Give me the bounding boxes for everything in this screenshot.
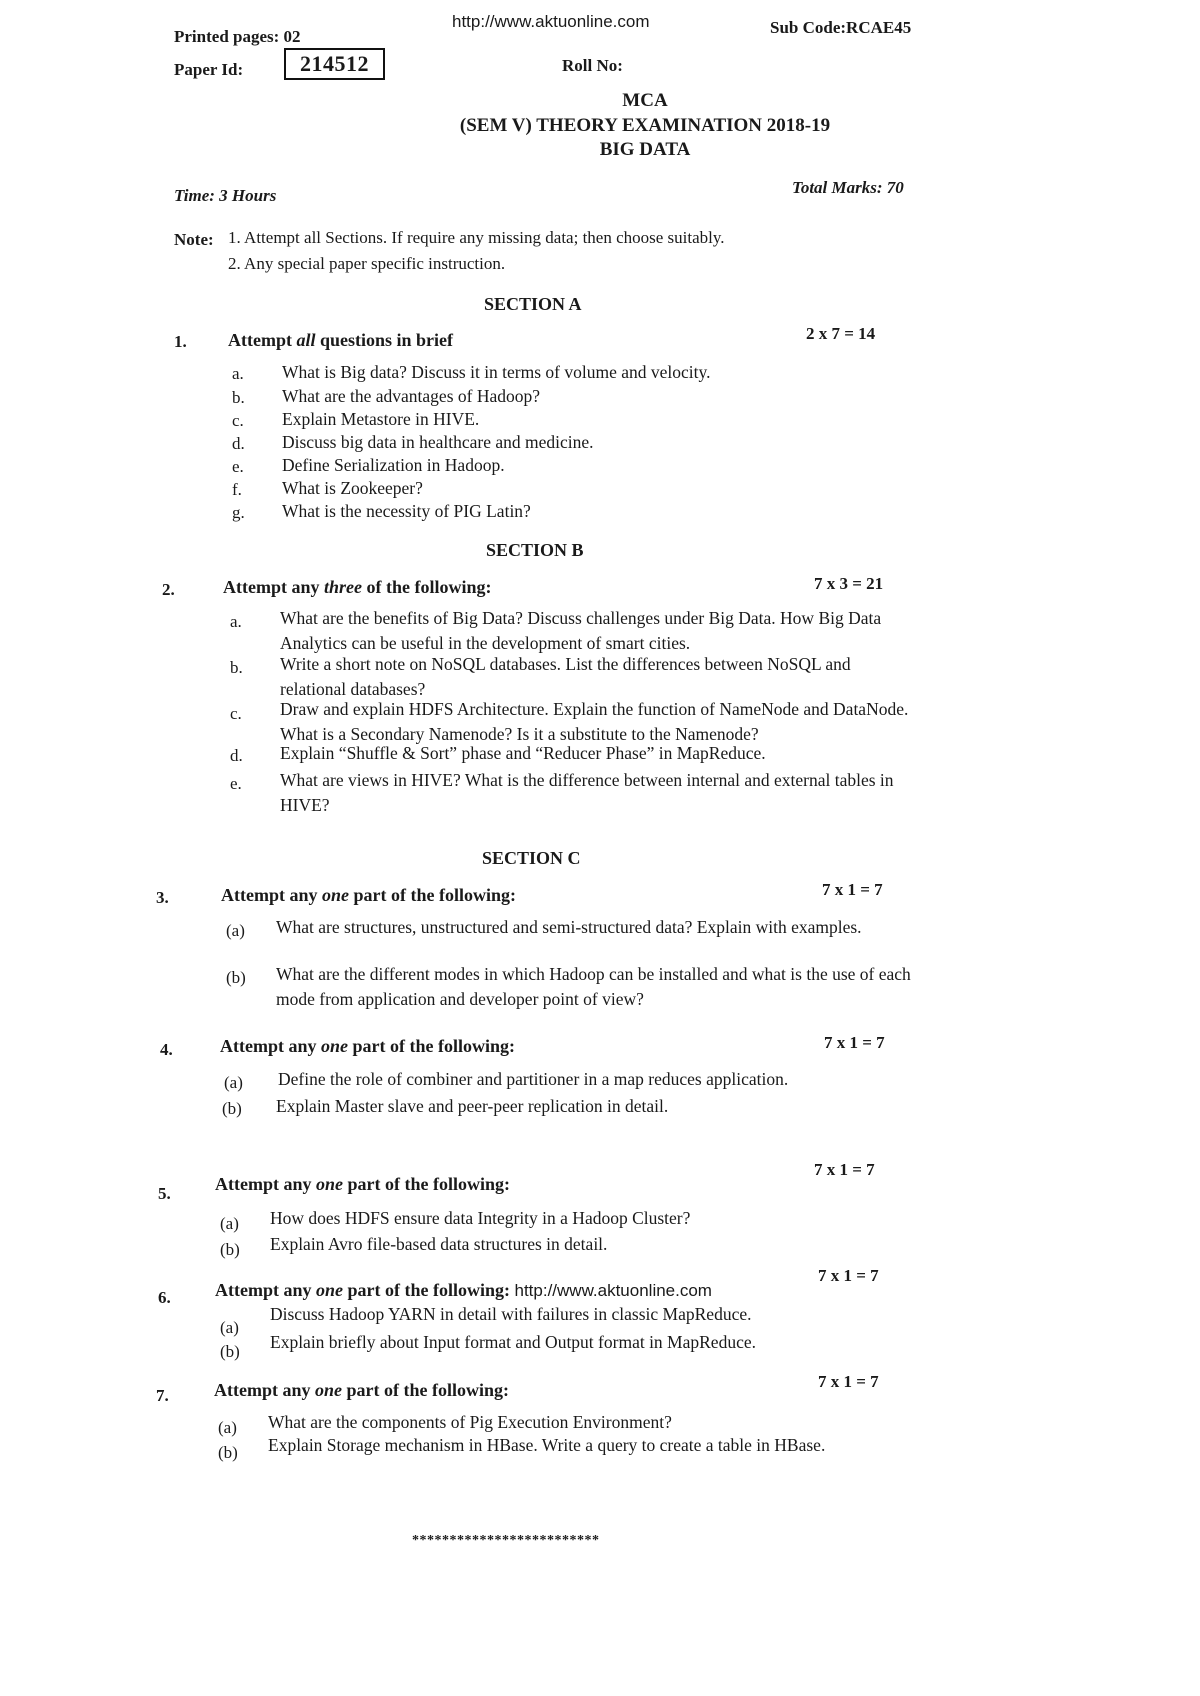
end-of-paper-stars: ************************* (412, 1533, 600, 1548)
question-heading: Attempt any one part of the following: (214, 1380, 509, 1400)
question-number: 6. (158, 1288, 171, 1307)
item-label: e. (230, 774, 242, 793)
item-text: What are the advantages of Hadoop? (282, 386, 541, 406)
item-label: (a) (220, 1318, 239, 1337)
item-text: What are views in HIVE? What is the difference between internal and external tables in HIVE? (280, 770, 894, 815)
question-number: 5. (158, 1184, 171, 1203)
item-text: What are the different modes in which Hadoop can be installed and what is the use of each mode from application and developer point of view? (276, 964, 911, 1009)
item-text: Explain Avro file-based data structures in detail. (270, 1234, 608, 1254)
note-line-1: 1. Attempt all Sections. If require any missing data; then choose suitably. (228, 228, 725, 247)
item-text: Draw and explain HDFS Architecture. Explain the function of NameNode and DataNode. What is a Secondary Namenode? Is it a substitute to the Namenode? (280, 699, 909, 744)
section-b-title: SECTION B (486, 540, 584, 560)
item-text: Discuss Hadoop YARN in detail with failures in classic MapReduce. (270, 1304, 752, 1324)
question-heading: Attempt any one part of the following: (220, 1036, 515, 1056)
subject-title: BIG DATA (599, 139, 691, 160)
item-text: What is the necessity of PIG Latin? (282, 501, 531, 521)
question-number: 2. (162, 580, 175, 599)
paper-id-label: Paper Id: (174, 60, 244, 79)
item-label: b. (232, 388, 245, 407)
item-text: Define Serialization in Hadoop. (282, 455, 505, 475)
item-text: Explain Metastore in HIVE. (282, 409, 480, 429)
item-text: Discuss big data in healthcare and medicine. (282, 432, 594, 452)
item-label: (b) (220, 1342, 240, 1361)
question-marks: 7 x 1 = 7 (814, 1160, 875, 1179)
item-text: Write a short note on NoSQL databases. List the differences between NoSQL and relational databases? (280, 654, 851, 699)
roll-no-label: Roll No: (562, 56, 623, 75)
paper-id-box: 214512 (284, 48, 385, 80)
question-number: 3. (156, 888, 169, 907)
item-text: What are structures, unstructured and semi-structured data? Explain with examples. (276, 917, 862, 937)
question-number: 4. (160, 1040, 173, 1059)
item-text: What are the benefits of Big Data? Discuss challenges under Big Data. How Big Data Analytics can be useful in the development of smart cities. (280, 608, 882, 653)
item-text: How does HDFS ensure data Integrity in a Hadoop Cluster? (270, 1208, 691, 1228)
item-label: d. (230, 746, 243, 765)
item-label: (b) (226, 968, 246, 987)
question-heading: Attempt any one part of the following: (221, 885, 516, 905)
item-text: Define the role of combiner and partitioner in a map reduces application. (278, 1069, 789, 1089)
note-label: Note: (174, 230, 214, 249)
note-line-2: 2. Any special paper specific instruction. (228, 254, 506, 273)
item-text: Explain Storage mechanism in HBase. Write a query to create a table in HBase. (268, 1435, 826, 1455)
item-label: c. (230, 704, 242, 723)
time-duration: Time: 3 Hours (174, 186, 277, 205)
question-number: 1. (174, 332, 187, 351)
exam-title: (SEM V) THEORY EXAMINATION 2018-19 (459, 115, 831, 136)
item-label: (a) (224, 1073, 243, 1092)
item-label: e. (232, 457, 244, 476)
item-label: (a) (226, 921, 245, 940)
subject-code: Sub Code:RCAE45 (770, 18, 912, 37)
question-marks: 2 x 7 = 14 (806, 324, 876, 343)
question-marks: 7 x 1 = 7 (824, 1033, 885, 1052)
top-url-link[interactable]: http://www.aktuonline.com (452, 12, 650, 31)
question-marks: 7 x 1 = 7 (822, 880, 883, 899)
question-heading: Attempt any three of the following: (223, 577, 492, 597)
total-marks: Total Marks: 70 (792, 178, 904, 197)
item-label: (b) (222, 1099, 242, 1118)
section-c-title: SECTION C (482, 848, 581, 868)
course-title: MCA (622, 90, 668, 111)
item-text: Explain briefly about Input format and Output format in MapReduce. (270, 1332, 756, 1352)
item-label: (a) (218, 1418, 237, 1437)
item-label: a. (232, 364, 244, 383)
item-label: g. (232, 503, 245, 522)
item-text: What are the components of Pig Execution Environment? (268, 1412, 672, 1432)
printed-pages: Printed pages: 02 (174, 27, 301, 46)
item-label: (b) (220, 1240, 240, 1259)
item-text: What is Big data? Discuss it in terms of volume and velocity. (282, 362, 711, 382)
question-heading: Attempt any one part of the following: (215, 1174, 510, 1194)
question-marks: 7 x 3 = 21 (814, 574, 884, 593)
item-label: (b) (218, 1443, 238, 1462)
item-text: What is Zookeeper? (282, 478, 423, 498)
section-a-title: SECTION A (484, 294, 582, 314)
item-label: f. (232, 480, 242, 499)
question-heading: Attempt any one part of the following: http://www.aktuonline.com (215, 1280, 712, 1300)
question-marks: 7 x 1 = 7 (818, 1372, 879, 1391)
item-label: a. (230, 612, 242, 631)
item-label: (a) (220, 1214, 239, 1233)
item-label: b. (230, 658, 243, 677)
question-marks: 7 x 1 = 7 (818, 1266, 879, 1285)
question-heading: Attempt all questions in brief (228, 330, 454, 350)
item-label: d. (232, 434, 245, 453)
item-text: Explain Master slave and peer-peer replication in detail. (276, 1096, 669, 1116)
question-number: 7. (156, 1386, 169, 1405)
item-label: c. (232, 411, 244, 430)
inline-url-link[interactable]: http://www.aktuonline.com (514, 1281, 712, 1300)
item-text: Explain “Shuffle & Sort” phase and “Reducer Phase” in MapReduce. (280, 743, 766, 763)
